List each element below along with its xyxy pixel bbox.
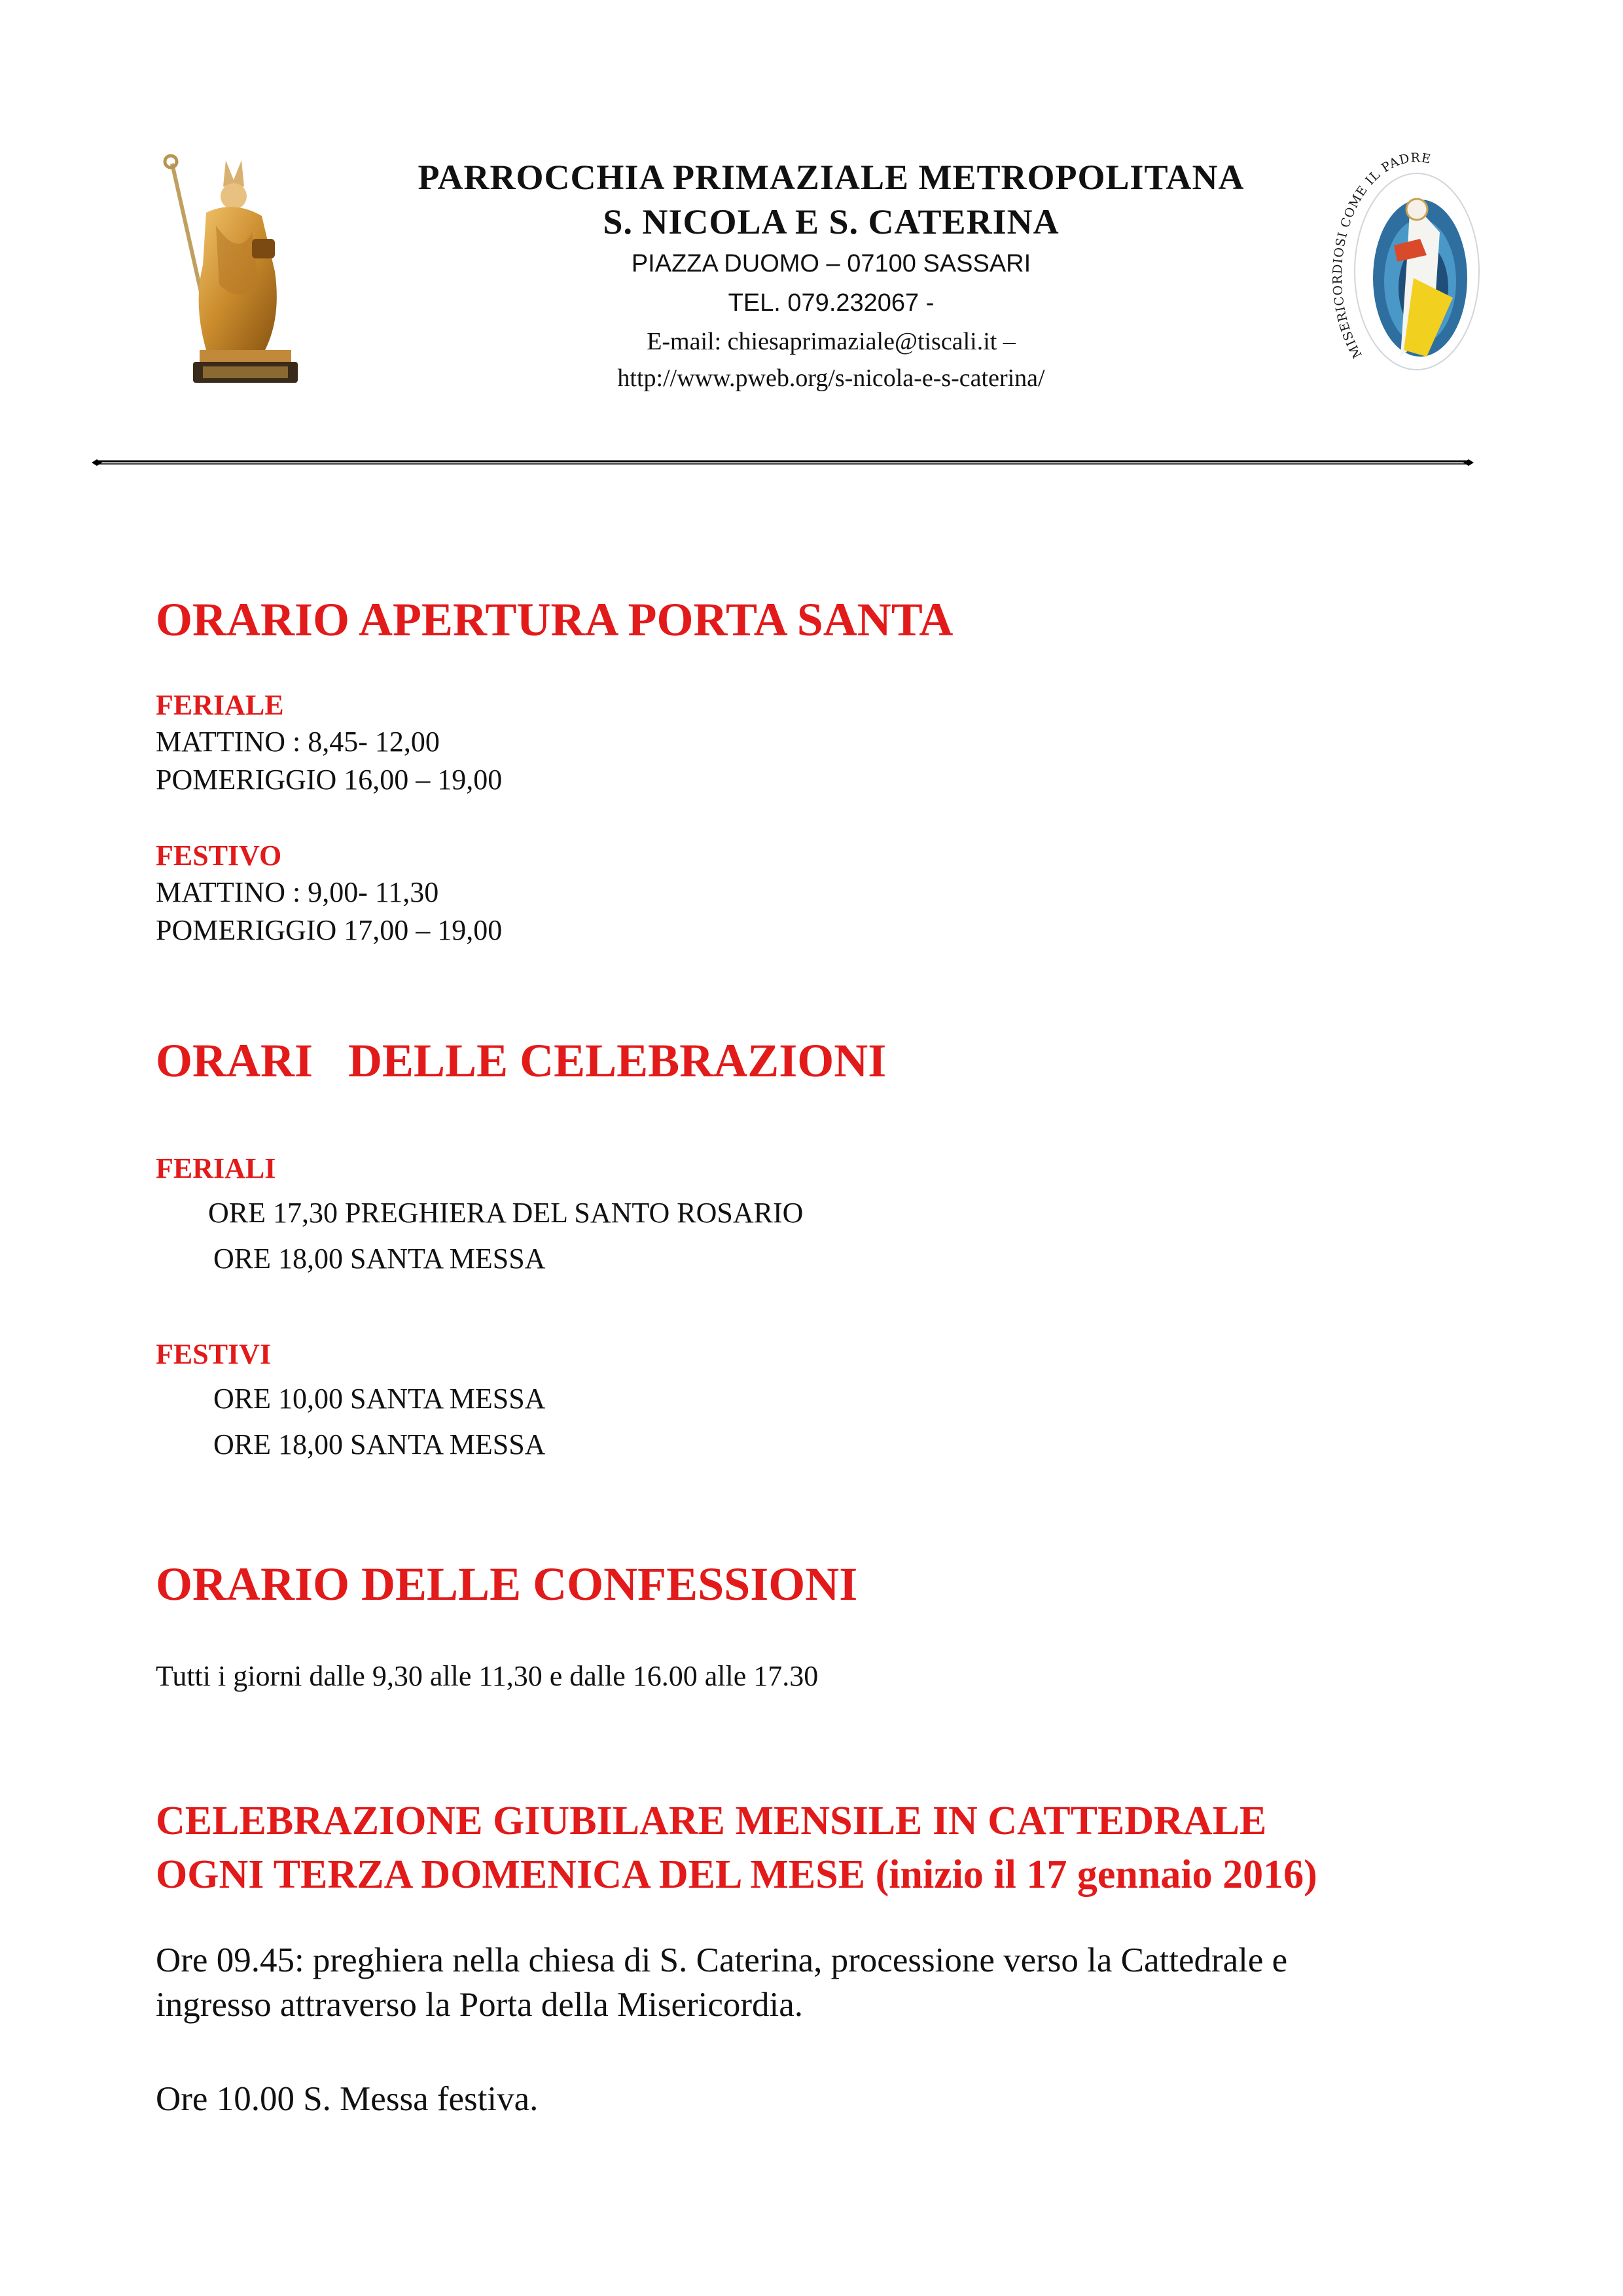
porta-santa-title: ORARIO APERTURA PORTA SANTA	[156, 593, 954, 646]
parish-email: E-mail: chiesaprimaziale@tiscali.it –	[647, 328, 1016, 355]
parish-title: PARROCCHIA PRIMAZIALE METROPOLITANA	[418, 158, 1245, 197]
saint-statue-image	[154, 154, 317, 389]
porta-santa-feriale-label: FERIALE	[156, 689, 284, 721]
logo-motto: MISERICORDIOSI COME IL PADRE	[1330, 150, 1433, 361]
celebrazioni-festivi-line: ORE 10,00 SANTA MESSA	[213, 1383, 546, 1415]
confessioni-title: ORARIO DELLE CONFESSIONI	[156, 1558, 858, 1610]
header-divider	[92, 458, 1474, 467]
giubilare-paragraph-line: ingresso attraverso la Porta della Misericordia.	[156, 1986, 804, 2024]
celebrazioni-feriali-label: FERIALI	[156, 1152, 276, 1184]
giubilare-mass-line: Ore 10.00 S. Messa festiva.	[156, 2080, 539, 2118]
giubilare-title-line2: OGNI TERZA DOMENICA DEL MESE (inizio il 17 gennaio 2016)	[156, 1852, 1317, 1897]
porta-santa-feriale-line: POMERIGGIO 16,00 – 19,00	[156, 764, 503, 796]
confessioni-text: Tutti i giorni dalle 9,30 alle 11,30 e dalle 16.00 alle 17.30	[156, 1660, 819, 1692]
celebrazioni-festivi-label: FESTIVI	[156, 1338, 272, 1370]
celebrazioni-title: ORARI DELLE CELEBRAZIONI	[156, 1034, 887, 1087]
parish-address: PIAZZA DUOMO – 07100 SASSARI	[631, 250, 1031, 277]
giubilare-title-line1: CELEBRAZIONE GIUBILARE MENSILE IN CATTEDRALE	[156, 1799, 1267, 1843]
porta-santa-festivo-line: POMERIGGIO 17,00 – 19,00	[156, 914, 503, 946]
giubilare-paragraph-line: Ore 09.45: preghiera nella chiesa di S. Caterina, processione verso la Cattedrale e	[156, 1941, 1288, 1979]
jubilee-mercy-logo	[1329, 147, 1495, 393]
porta-santa-feriale-line: MATTINO : 8,45- 12,00	[156, 726, 440, 758]
parish-website: http://www.pweb.org/s-nicola-e-s-caterina/	[617, 364, 1045, 392]
porta-santa-festivo-line: MATTINO : 9,00- 11,30	[156, 876, 439, 908]
celebrazioni-feriali-line: ORE 17,30 PREGHIERA DEL SANTO ROSARIO	[208, 1197, 804, 1229]
celebrazioni-feriali-line: ORE 18,00 SANTA MESSA	[213, 1243, 546, 1275]
porta-santa-festivo-label: FESTIVO	[156, 839, 282, 872]
parish-subtitle: S. NICOLA E S. CATERINA	[603, 202, 1060, 241]
parish-phone: TEL. 079.232067 -	[728, 289, 935, 317]
celebrazioni-festivi-line: ORE 18,00 SANTA MESSA	[213, 1428, 546, 1460]
